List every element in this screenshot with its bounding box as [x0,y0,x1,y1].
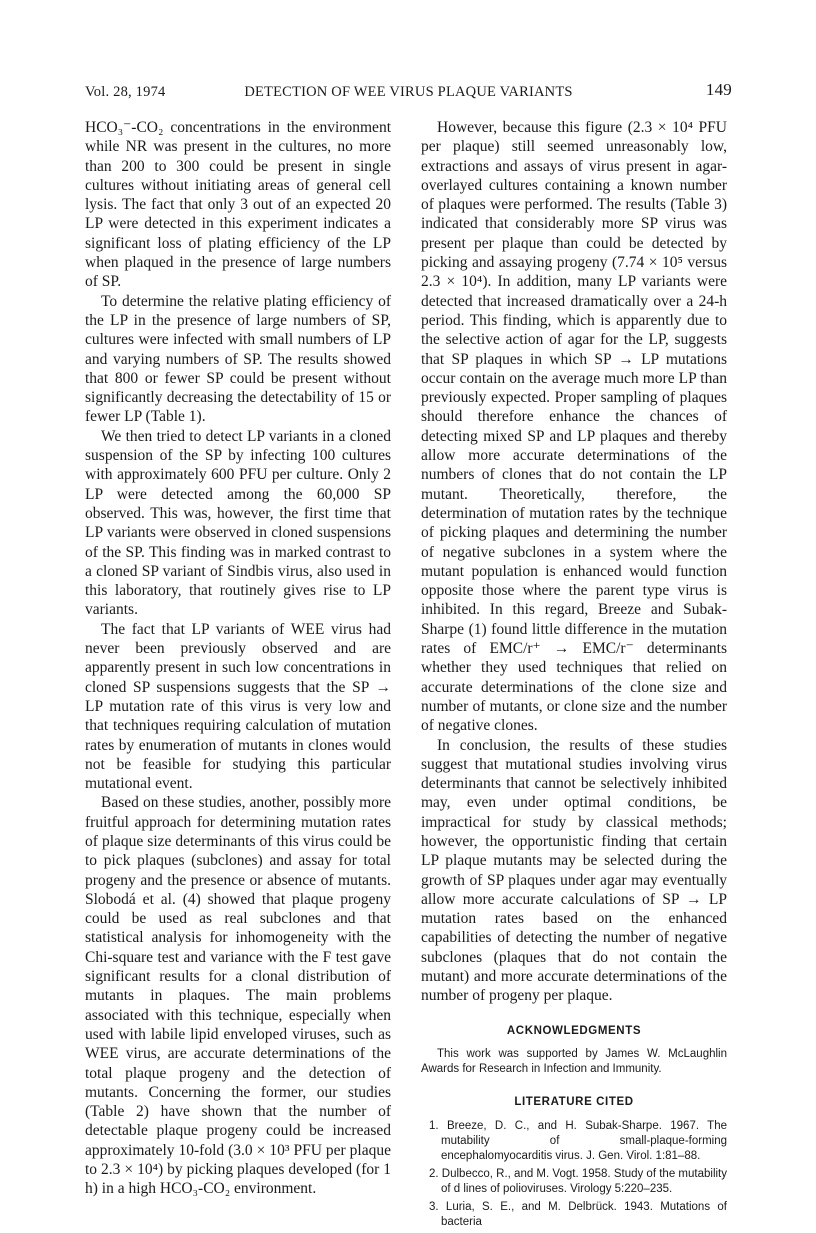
body-paragraph: HCO₃⁻-CO₂ concentrations in the environment while NR was present in the cultures, no more than 200 to 300 could be present in single cultures without initiating areas of general cell lysis. The fact that only 3 out of an expected 20 LP were detected in this experiment indicates a significant loss of plating efficiency of the LP when plaqued in the presence of large numbers of SP. [85,119,391,291]
literature-cited-heading: LITERATURE CITED [514,1095,634,1108]
body-paragraph: Based on these studies, another, possibly more fruitful approach for determining mutation rates of plaque size determinants of this virus could be to pick plaques (subclones) and assay for total progeny and the presence or absence of mutants. Slobodá et al. (4) showed that plaque progeny could be used as real subclones and that statistical analysis for inhomogeneity with the Chi-square test and variance with the F test gave significant results for a clonal distribution of mutants in plaques. The main problems associated with this technique, especially when used with labile lipid enveloped viruses, such as WEE virus, are accurate determinations of the total plaque progeny and the detection of mutants. Concerning the former, our studies (Table 2) have shown that the number of detectable plaque progeny could be increased approximately 10-fold (3.0 × 10³ PFU per plaque to 2.3 × 10⁴) by picking plaques developed (for 1 h) in a high HCO₃-CO₂ environment. [85,794,391,1198]
acknowledgments-heading: ACKNOWLEDGMENTS [506,1024,642,1037]
body-paragraph: However, because this figure (2.3 × 10⁴ PFU per plaque) still seemed unreasonably low, extractions and assays of virus present in agar-overlayed cultures containing a known number of plaques were performed. The results (Table 3) indicated that considerably more SP virus was present per plaque than could be detected by picking and assaying progeny (7.74 × 10⁵ versus 2.3 × 10⁴). In addition, many LP variants were detected that increased dramatically over a 24-h period. This finding, which is apparently due to the selective action of agar for the LP, suggests that SP plaques in which SP → LP mutations occur contain on the average much more LP than previously expected. Proper sampling of plaques should therefore enhance the chances of detecting mixed SP and LP plaques and thereby allow more accurate determinations of the numbers of clones that do not contain the LP mutant. Theoretically, therefore, the determination of mutation rates by the technique of picking plaques and determining the number of negative subclones in a system where the mutant population is enhanced would function opposite those where the parent type virus is inhibited. In this regard, Breeze and Subak-Sharpe (1) found little difference in the mutation rates of EMC/r⁺ → EMC/r⁻ determinants whether they used techniques that relied on accurate determinations of the clone size and number of mutants, or clone size and the number of negative clones. [421,119,727,735]
right-column [421,118,727,1233]
reference-item: 2. Dulbecco, R., and M. Vogt. 1958. Study of the mutability of d lines of polioviruses. Virology 5:220–235. [429,1168,727,1196]
acknowledgments-text: This work was supported by James W. McLaughlin Awards for Research in Infection and Immunity. [421,1047,727,1075]
page-number: 149 [705,80,732,99]
left-column [85,118,391,1199]
body-paragraph: To determine the relative plating efficiency of the LP in the presence of large numbers of SP, cultures were infected with small numbers of LP and varying numbers of SP. The results showed that 800 or fewer SP could be present without significantly decreasing the detectability of 15 or fewer LP (Table 1). [85,292,391,426]
body-paragraph: In conclusion, the results of these studies suggest that mutational studies involving virus determinants that cannot be selectively inhibited may, even under optimal conditions, be impractical for study by classical methods; however, the opportunistic finding that certain LP plaque mutants may be selected during the growth of SP plaques under agar may eventually allow more accurate calculations of SP → LP mutation rates based on the enhanced capabilities of detecting the number of negative subclones (plaques that do not contain the mutant) and more accurate determinations of the number of progeny per plaque. [421,736,727,1005]
body-paragraph: The fact that LP variants of WEE virus had never been previously observed and are apparently present in such low concentrations in cloned SP suspensions suggests that the SP → LP mutation rate of this virus is very low and that techniques requiring calculation of mutation rates by enumeration of mutants in clones would not be feasible for studying this particular mutational event. [85,620,391,793]
running-header [85,80,732,106]
volume-label: Vol. 28, 1974 [85,84,166,100]
reference-list [421,1119,727,1230]
body-paragraph: We then tried to detect LP variants in a cloned suspension of the SP by infecting 100 cultures with approximately 600 PFU per culture. Only 2 LP were detected among the 60,000 SP observed. This was, however, the first time that LP variants were observed in cloned suspensions of the SP. This finding was in marked contrast to a cloned SP variant of Sindbis virus, also used in this laboratory, that routinely gives rise to LP variants. [85,427,391,619]
reference-item: 1. Breeze, D. C., and H. Subak-Sharpe. 1967. The mutability of small-plaque-forming encephalomyocarditis virus. J. Gen. Virol. 1:81–88. [429,1120,727,1163]
reference-item: 3. Luria, S. E., and M. Delbrück. 1943. Mutations of bacteria [429,1201,727,1229]
running-title: DETECTION OF WEE VIRUS PLAQUE VARIANTS [244,84,573,100]
